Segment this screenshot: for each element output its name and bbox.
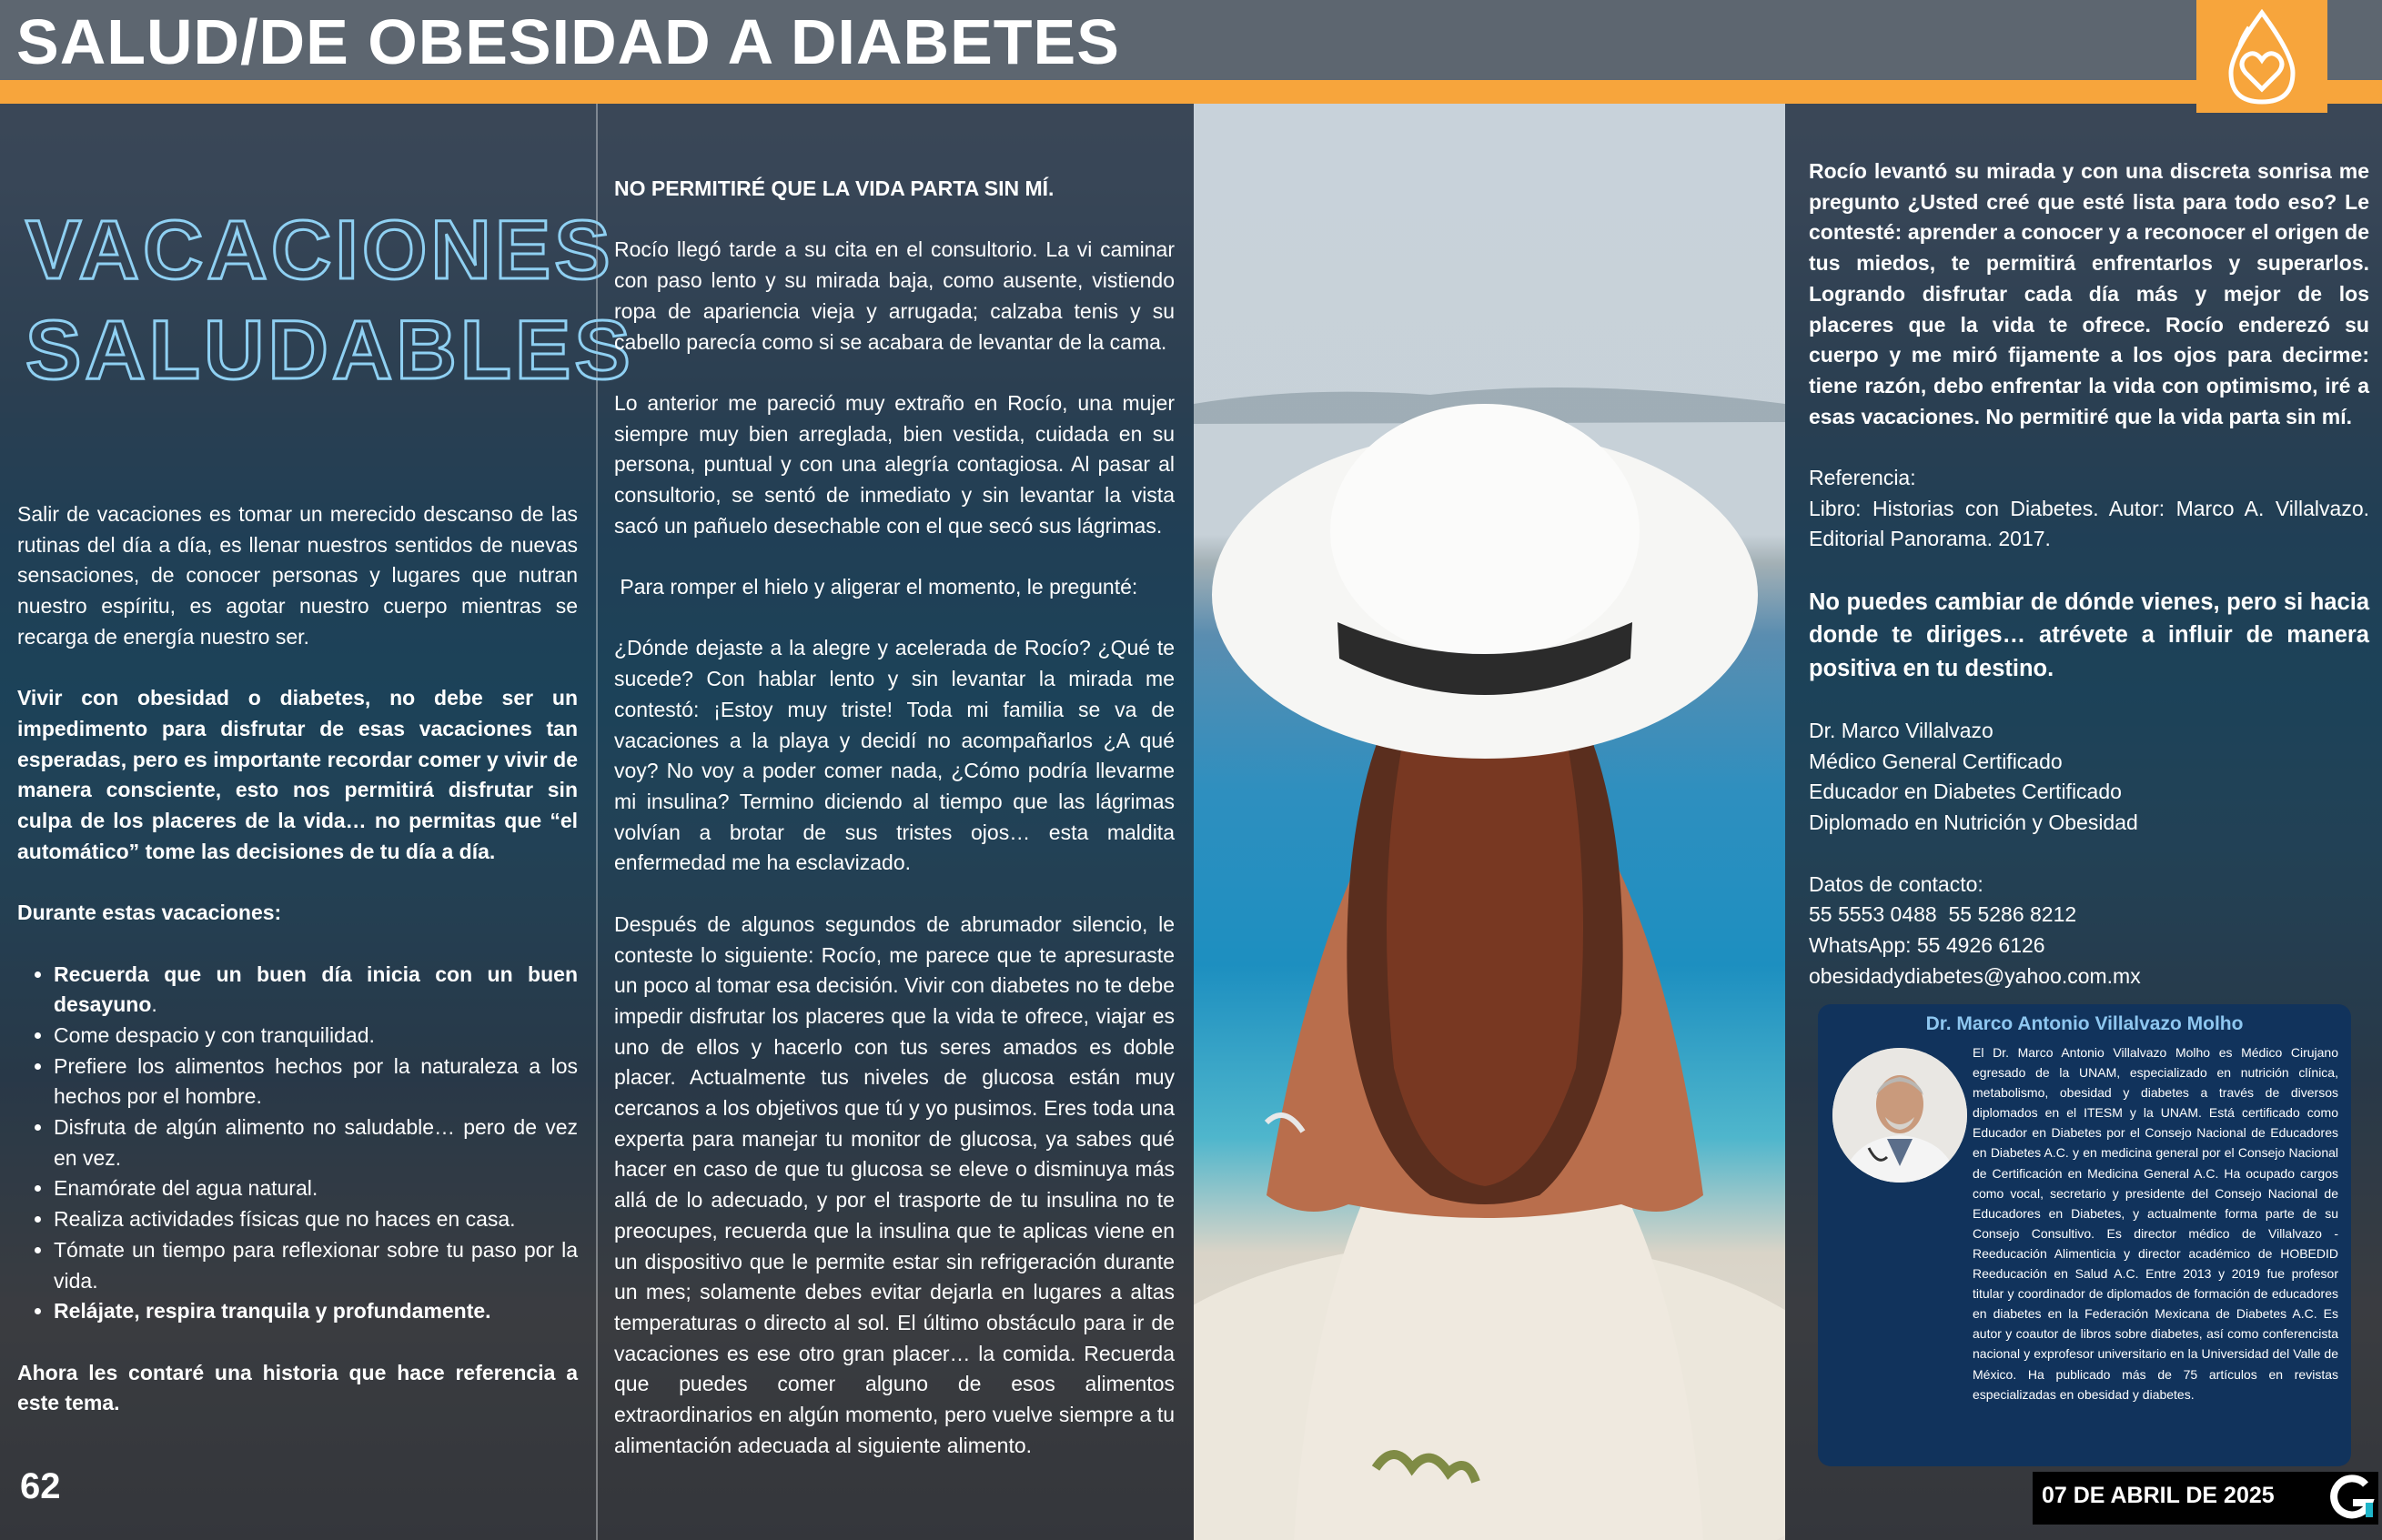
author-line: Médico General Certificado <box>1809 749 2063 773</box>
story-paragraph: Rocío llegó tarde a su cita en el consultorio. La vi caminar con paso lento y su mirada baja, como ausente, vistiendo ropa de apariencia vieja y arrugada; calzaba tenis y su cabello parecía como si se acabara de levantar de la cama. <box>614 237 1175 354</box>
woman-with-hat-illustration <box>1194 104 1785 1540</box>
list-heading: Durante estas vacaciones: <box>17 901 282 925</box>
reference-label: Referencia: <box>1809 466 1916 490</box>
page-number: 62 <box>20 1466 61 1506</box>
closing-quote: No puedes cambiar de dónde vienes, pero si hacia donde te diriges… atrévete a influir de manera positiva en tu destino. <box>1809 589 2369 681</box>
section-logo <box>2196 0 2327 113</box>
water-drop-heart-icon <box>2222 9 2302 107</box>
story-paragraph: ¿Dónde dejaste a la alegre y acelerada de Rocío? ¿Qué te sucede? Con hablar lento y sin levantar la mirada me contestó: ¡Estoy muy triste! Toda mi familia se va de vacaciones a la playa y decidí no acompañarlos ¿A qué voy? No voy a poder comer nada, ¿Cómo podría llevarme mi insulina? Termino diciendo al tiempo que las lágrimas volvían a brotar de sus tristes ojos… esta maldita enfermedad me ha esclavizado. <box>614 636 1175 875</box>
story-paragraph: Después de algunos segundos de abrumador silencio, le conteste lo siguiente: Rocío, me parece que te apresuraste un poco al tomar esa decisión. Vivir con diabetes no te debe impedir disfrutar los placeres que la vida te ofrece, viajar es uno de ellos y hacerlo con tus seres amados es doble placer. Actualmente tus niveles de glucosa están muy cercanos a los objetivos que tú y yo pusimos. Eres toda una experta para manejar tu monitor de glucosa, ya sabes qué hacer en caso de que tu glucosa se eleve o disminuya más allá de lo adecuado, y por el trasporte de tu insulina no te preocupes, recuerda que la insulina que te aplicas viene en un dispositivo que le permite estar sin refrigeración durante un mes; solamente debes evitar dejarla en lugares a altas temperaturas o directo al sol. El último obstáculo para ir de vacaciones es ese otro gran placer… la comida. Recuerda que puedes comer alguno de esos alimentos extraordinarios en algún momento, pero vuelve siempre a tu alimentación adecuada al siguiente alimento. <box>614 911 1175 1457</box>
bio-text: El Dr. Marco Antonio Villalvazo Molho es Médico Cirujano egresado de la UNAM, especializado en nutrición clínica, metabolismo, obesidad y diabetes a través de diversos diplomados en el ITESM y la UNAM. Está certificado como Educador en Diabetes por el Consejo Nacional de Educadores en Diabetes A.C. y en medicina general por el Consejo Nacional de Certificación en Medicina General A.C. Ha ocupado cargos como vocal, secretario y presidente del Consejo Nacional de Educadores en Diabetes, y actualmente forma parte de su Consejo Consultivo. Es director médico de Villalvazo - Reeducación Alimenticia y director académico de HOBEDID Reeducación en Salud A.C. Entre 2013 y 2019 fue profesor titular y coordinador de diplomados de formación de educadores en diabetes en la Federación Mexicana de Diabetes A.C. Es autor y coautor de libros sobre diabetes, así como conferencista nacional y exprofesor universitario en la Universidad del Valle de México. Ha publicado más de 75 artículos en revistas especializadas en obesidad y diabetes. <box>1973 1045 2338 1402</box>
author-line: Educador en Diabetes Certificado <box>1809 780 2122 804</box>
list-item: • Enamórate del agua natural. <box>54 1173 578 1204</box>
feature-title-line-2: SALUDABLES <box>25 304 634 397</box>
author-line: Diplomado en Nutrición y Obesidad <box>1809 810 2138 835</box>
issue-date-box <box>2033 1472 2335 1525</box>
section-title: SALUD/DE OBESIDAD A DIABETES <box>16 6 1120 77</box>
reference-text: Libro: Historias con Diabetes. Autor: Marco A. Villalvazo. Editorial Panorama. 2017. <box>1809 496 2369 551</box>
issue-date: 07 DE ABRIL DE 2025 <box>2042 1483 2275 1508</box>
list-item: • Tómate un tiempo para reflexionar sobre tu paso por la vida. <box>54 1235 578 1296</box>
bio-name: Dr. Marco Antonio Villalvazo Molho <box>1925 1013 2244 1034</box>
contact-phones: 55 5553 0488 55 5286 8212 <box>1809 902 2077 927</box>
intro-paragraph: Salir de vacaciones es tomar un merecido descanso de las rutinas del día a día, es llenar nuestros sentidos de nuevas sensaciones, de conocer personas y lugares que nutran nuestro espíritu, es agotar nuestro cuerpo mientras se recarga de energía nuestro ser. <box>17 502 578 649</box>
story-ending: Rocío levantó su mirada y con una discreta sonrisa me pregunto ¿Usted creé que esté lista para todo eso? Le contesté: aprender a conocer y a reconocer el origen de tus miedos, te permitirá enfrentarlos y superarlos. Logrando disfrutar cada día más y mejor de los placeres que la vida te ofrece. Rocío enderezó su cuerpo y me miró fijamente a los ojos para decirme: tiene razón, debo enfrentar la vida con optimismo, iré a esas vacaciones. No permitiré que la vida parta sin mí. <box>1809 159 2369 428</box>
list-item: • Come despacio y con tranquilidad. <box>54 1021 578 1052</box>
closing-paragraph: Ahora les contaré una historia que hace referencia a este tema. <box>17 1360 578 1415</box>
beach-photo <box>1194 104 1785 1540</box>
tips-list <box>17 960 578 1327</box>
list-item: • Recuerda que un buen día inicia con un buen desayuno. <box>54 960 578 1021</box>
accent-bar <box>0 80 2382 104</box>
contact-label: Datos de contacto: <box>1809 871 1983 896</box>
list-item: • Disfruta de algún alimento no saludable… pero de vez en vez. <box>54 1112 578 1173</box>
column-1-text <box>17 499 578 1450</box>
column-2-text <box>614 174 1175 1492</box>
magazine-logo-icon <box>2326 1472 2378 1525</box>
contact-whatsapp: WhatsApp: 55 4926 6126 <box>1809 932 2045 957</box>
list-item: • Realiza actividades físicas que no haces en casa. <box>54 1204 578 1235</box>
author-bio-card <box>1818 1004 2351 1466</box>
list-item: • Relájate, respira tranquila y profundamente. <box>54 1296 578 1327</box>
story-heading: NO PERMITIRÉ QUE LA VIDA PARTA SIN MÍ. <box>614 176 1055 200</box>
doctor-portrait <box>1832 1048 1967 1183</box>
author-line: Dr. Marco Villalvazo <box>1809 719 1993 742</box>
feature-title <box>25 200 634 400</box>
feature-title-line-1: VACACIONES <box>25 204 614 297</box>
story-paragraph: Lo anterior me pareció muy extraño en Rocío, una mujer siempre muy bien arreglada, bien vestida, cuidada en su persona, puntual y con una alegría contagiosa. Al pasar al consultorio, se sentó de inmediato y sin levantar la vista sacó un pañuelo desechable con el que secó sus lágrimas. <box>614 390 1175 538</box>
section-header <box>0 0 2382 80</box>
contact-email[interactable]: obesidadydiabetes@yahoo.com.mx <box>1809 963 2141 988</box>
column-4-text <box>1809 156 2369 991</box>
list-item: • Prefiere los alimentos hechos por la naturaleza a los hechos por el hombre. <box>54 1052 578 1112</box>
author-photo <box>1832 1048 1967 1183</box>
story-paragraph: Para romper el hielo y aligerar el momento, le pregunté: <box>614 575 1138 599</box>
highlight-paragraph: Vivir con obesidad o diabetes, no debe ser un impedimento para disfrutar de esas vacaciones tan esperadas, pero es importante recordar comer y vivir de manera consciente, esto nos permitirá disfrutar sin culpa de los placeres de la vida… no permitas que “el automático” tome las decisiones de tu día a día. <box>17 686 578 863</box>
